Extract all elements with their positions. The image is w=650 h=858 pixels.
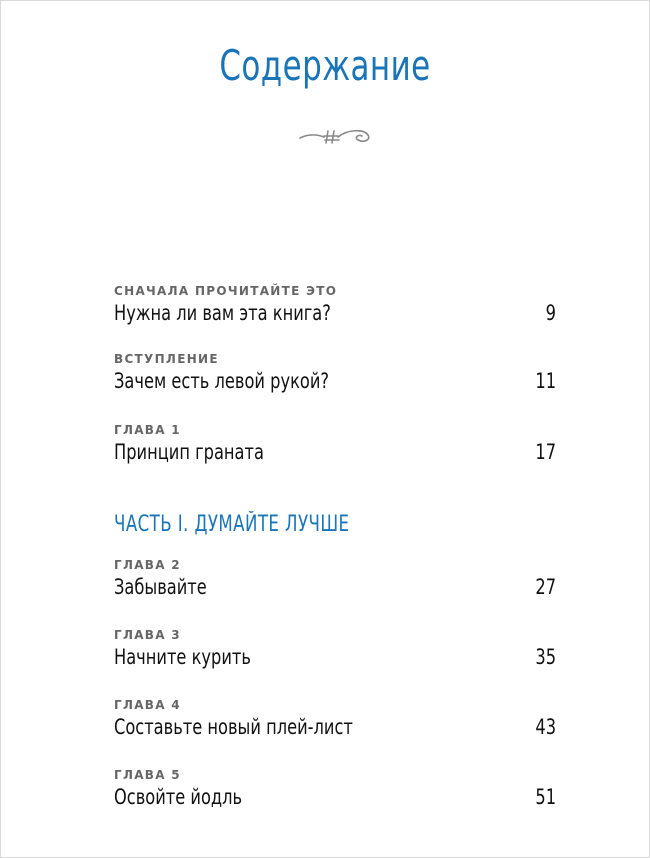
toc-entry[interactable] [114, 284, 556, 326]
toc-entry-page: 51 [535, 785, 556, 809]
toc-entry[interactable] [114, 558, 556, 600]
toc-entry-page: 35 [535, 645, 556, 669]
toc-entry-title[interactable]: Освойте йодль [114, 785, 243, 809]
toc-entry-title[interactable]: Составьте новый плей-лист [114, 715, 353, 739]
toc-entry-title[interactable]: Принцип граната [114, 440, 264, 464]
flourish-divider-icon [298, 125, 376, 147]
toc-entry[interactable] [114, 423, 556, 465]
toc-entry-label: ГЛАВА 3 [114, 628, 181, 642]
toc-entry-label: ГЛАВА 4 [114, 698, 181, 712]
page-title: Содержание [219, 41, 431, 90]
toc-entry-page: 27 [535, 575, 556, 599]
toc-entry-page: 11 [535, 369, 556, 393]
toc-entry-label: ГЛАВА 1 [114, 423, 181, 437]
toc-entry-label: ГЛАВА 2 [114, 558, 181, 572]
toc-entry[interactable] [114, 768, 556, 810]
toc-entry-title[interactable]: Начните курить [114, 645, 251, 669]
toc-entry[interactable] [114, 698, 556, 740]
toc-entry-title[interactable]: Зачем есть левой рукой? [114, 369, 330, 393]
toc-entry-label: ВСТУПЛЕНИЕ [114, 352, 219, 366]
part-heading[interactable]: ЧАСТЬ I. ДУМАЙТЕ ЛУЧШЕ [114, 512, 350, 537]
toc-entry-title[interactable]: Забывайте [114, 575, 207, 599]
toc-entry-label: ГЛАВА 5 [114, 768, 181, 782]
toc-entry[interactable] [114, 352, 556, 394]
toc-entry-label: СНАЧАЛА ПРОЧИТАЙТЕ ЭТО [114, 284, 338, 298]
toc-entry-page: 17 [535, 440, 556, 464]
toc-entry-page: 9 [545, 301, 556, 325]
toc-entry[interactable] [114, 628, 556, 670]
toc-entry-title[interactable]: Нужна ли вам эта книга? [114, 301, 331, 325]
toc-entry-page: 43 [535, 715, 556, 739]
